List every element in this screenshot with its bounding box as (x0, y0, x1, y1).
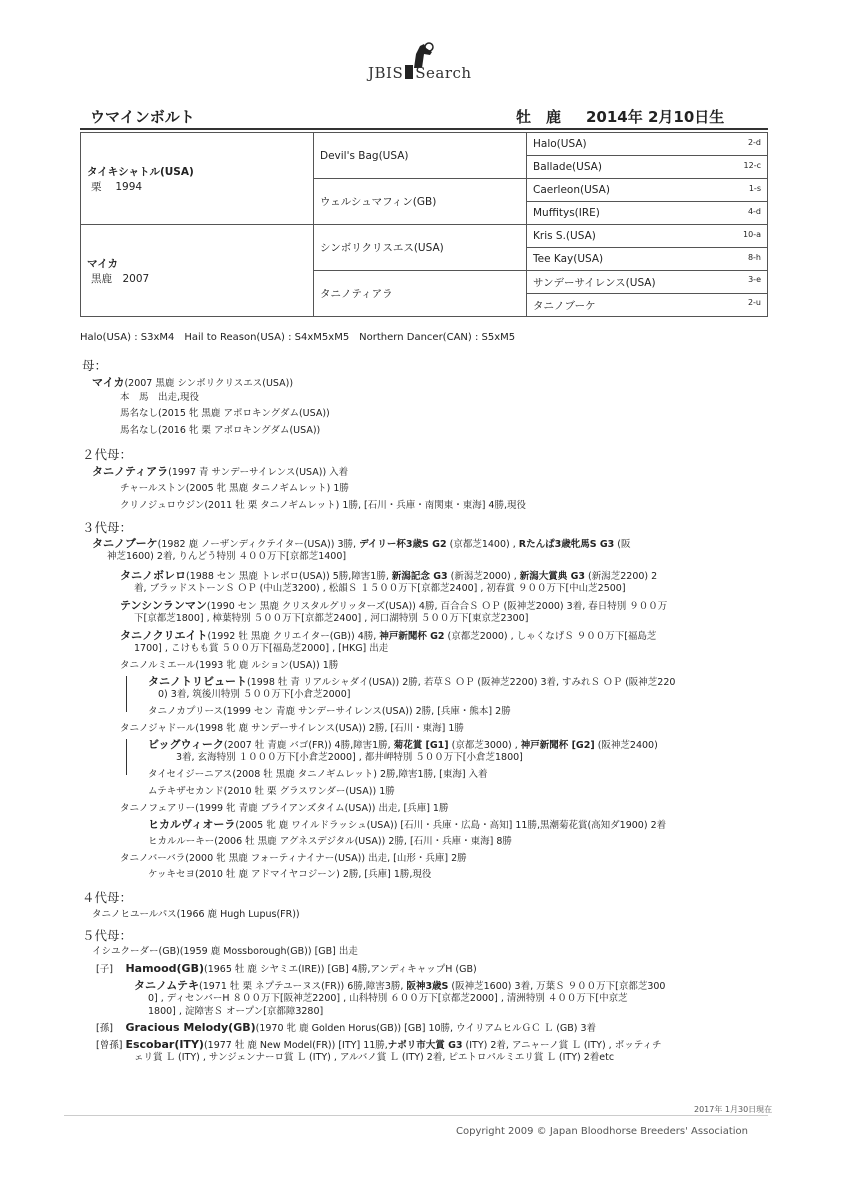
copyright: Copyright 2009 © Japan Bloodhorse Breeders' Association (456, 1126, 748, 1137)
logo-block (405, 65, 413, 79)
jbis-logo (368, 40, 488, 84)
family-line: ケッキセヨ(2010 牡 鹿 アドマイヤコジーン) 2勝, [兵庫] 1勝,現役 (148, 869, 432, 880)
family-line: タニノバーバラ(2000 牝 黒鹿 フォーティナイナー(USA)) 出走, [山形・兵庫] 2勝 (120, 853, 467, 864)
family-line: タニノフェアリー(1999 牝 青鹿 ブライアンズタイム(USA)) 出走, [兵庫] 1勝 (120, 803, 449, 814)
sire-name: タイキシャトル(USA) (87, 165, 194, 178)
sire-cell (81, 133, 314, 225)
section-g2: ２代母： (82, 447, 133, 462)
pedigree-table (80, 132, 768, 317)
dam-info: 黒鹿 2007 (91, 272, 150, 285)
g3-ancestor: Caerleon(USA) 1-s (533, 184, 761, 196)
family-line: 1700] , こけもも賞 ５００万下[福島芝2000] , [HKG] 出走 (134, 643, 389, 654)
family-line: タニノジャドール(1998 牝 鹿 サンデーサイレンス(USA)) 2勝, [石川・東海] 1勝 (120, 723, 464, 734)
family-line: タイセイジーニアス(2008 牡 黒鹿 タニノギムレット) 2勝,障害1勝, [東海] 入着 (148, 769, 488, 780)
section-g5: ５代母： (82, 928, 133, 943)
logo-text: JBIS (368, 64, 404, 82)
horse-name: ウマインボルト (90, 108, 195, 126)
family-line: タニノルミエール(1993 牝 鹿 ルション(USA)) 1勝 (120, 660, 339, 671)
family-line: タニノムテキ(1971 牡 栗 ネプテユーヌス(FR)) 6勝,障害3勝, 阪神3歳S (阪神芝1600) 3着, 万葉Ｓ ９００万下[京都芝300 (134, 979, 666, 992)
family-line: チャールストン(2005 牝 黒鹿 タニノギムレット) 1勝 (120, 483, 349, 494)
family-line: [孫] Gracious Melody(GB)(1970 牝 鹿 Golden Horus(GB)) [GB] 10勝, ウイリアムヒルＧＣ Ｌ (GB) 3着 (96, 1021, 597, 1034)
branch-line (126, 676, 127, 712)
family-line: マイカ(2007 黒鹿 シンボリクリスエス(USA)) (92, 376, 294, 389)
family-line: テンシンランマン(1990 セン 黒鹿 クリスタルグリッターズ(USA)) 4勝, 百合合Ｓ ＯＰ (阪神芝2000) 3着, 春日特別 ９００万 (120, 599, 668, 612)
sex-color: 牡 鹿 (516, 108, 562, 126)
dam-dam-cell: タニノティアラ (314, 271, 527, 317)
family-line: 神芝1600) 2着, りんどう特別 ４００万下[京都芝1400] (107, 551, 347, 562)
dam-cell (81, 225, 314, 317)
family-line: クリノジュロウジン(2011 牡 栗 タニノギムレット) 1勝, [石川・兵庫・南関東・東海] 4勝,現役 (120, 500, 526, 511)
section-dam: 母： (82, 358, 108, 373)
family-line: タニノティアラ(1997 青 サンデーサイレンス(USA)) 入着 (92, 465, 349, 478)
g3-ancestor: タニノブーケ 2-u (533, 297, 761, 312)
g3-ancestor: Kris S.(USA) 10-a (533, 230, 761, 242)
family-line: 馬名なし(2016 牝 栗 アポロキングダム(USA)) (120, 425, 321, 436)
family-line: ムテキザセカンド(2010 牡 栗 グラスワンダー(USA)) 1勝 (148, 786, 395, 797)
sire-sire-cell: Devil's Bag(USA) (314, 133, 527, 179)
section-g4: ４代母： (82, 890, 133, 905)
sire-dam-cell: ウェルシュマフィン(GB) (314, 179, 527, 225)
g3-ancestor: Muffitys(IRE) 4-d (533, 207, 761, 219)
as-of-date: 2017年 1月30日現在 (694, 1105, 773, 1114)
family-line: ヒカルヴィオーラ(2005 牝 鹿 ワイルドラッシュ(USA)) [石川・兵庫・広島・高知] 11勝,黒潮菊花賞(高知ダ1900) 2着 (148, 818, 667, 831)
header-rule (80, 128, 768, 130)
family-line: ビッグウィーク(2007 牡 青鹿 バゴ(FR)) 4勝,障害1勝, 菊花賞 [G1] (京都芝3000) , 神戸新聞杯 [G2] (阪神芝2400) (148, 738, 658, 751)
sire-info: 栗 1994 (91, 180, 143, 193)
family-line: 1800] , 淀障害Ｓ オープン[京都障3280] (148, 1006, 324, 1017)
family-line: ェリ賞 Ｌ (ITY) , サンジェンナーロ賞 Ｌ (ITY) , アルバノ賞 Ｌ (ITY) 2着, ピエトロパルミエリ賞 Ｌ (ITY) 2着etc (134, 1052, 615, 1063)
inbreeding-info: Halo(USA) : S3xM4 Hail to Reason(USA) : S4xM5xM5 Northern Dancer(CAN) : S5xM5 (80, 332, 516, 343)
family-line: 0] , ディセンバーH ８００万下[阪神芝2200] , 山科特別 ６００万下[京都芝2000] , 清洲特別 ４００万下[中京芝 (148, 993, 628, 1004)
family-line: タニノトリビュート(1998 牡 青 リアルシャダイ(USA)) 2勝, 若草Ｓ ＯＰ (阪神芝2200) 3着, すみれＳ ＯＰ (阪神芝220 (148, 675, 676, 688)
family-line: 馬名なし(2015 牝 黒鹿 アポロキングダム(USA)) (120, 408, 330, 419)
family-line: イシユクーダー(GB)(1959 鹿 Mossborough(GB)) [GB] 出走 (92, 946, 358, 957)
family-line: 本 馬 出走,現役 (120, 392, 200, 403)
family-line: 下[京都芝1800] , 樟葉特別 ５００万下[京都芝2400] , 河口湖特別 ５００万下[東京芝2300] (134, 613, 529, 624)
family-line: タニノカプリース(1999 セン 青鹿 サンデーサイレンス(USA)) 2勝, [兵庫・熊本] 2勝 (148, 706, 511, 717)
family-line: [曾孫] Escobar(ITY)(1977 牡 鹿 New Model(FR)) [ITY] 11勝,ナポリ市大賞 G3 (ITY) 2着, アニャーノ賞 Ｌ (ITY) , ボッティチ (96, 1038, 662, 1051)
birth-date: 2014年 2月10日生 (586, 108, 725, 126)
dam-name: マイカ (87, 257, 118, 270)
g3-ancestor: Halo(USA) 2-d (533, 138, 761, 150)
family-line: タニノボレロ(1988 セン 黒鹿 トレボロ(USA)) 5勝,障害1勝, 新潟記念 G3 (新潟芝2000) , 新潟大賞典 G3 (新潟芝2200) 2 (120, 569, 658, 582)
family-line: ヒカルルーキー(2006 牡 黒鹿 アグネスデジタル(USA)) 2勝, [石川・兵庫・東海] 8勝 (148, 836, 512, 847)
family-line: 着, ブラッドストーンＳ ＯＰ (中山芝3200) , 松韻Ｓ １５００万下[京都芝2400] , 初春賞 ９００万下[中山芝2500] (134, 583, 626, 594)
dam-sire-cell: シンボリクリスエス(USA) (314, 225, 527, 271)
footer-rule (64, 1115, 768, 1116)
g3-ancestor: Ballade(USA) 12-c (533, 161, 761, 173)
branch-line (126, 739, 127, 775)
family-line: タニノヒユールパス(1966 鹿 Hugh Lupus(FR)) (92, 909, 300, 920)
g3-ancestor: サンデーサイレンス(USA) 3-e (533, 274, 761, 289)
family-line: タニノクリエイト(1992 牡 黒鹿 クリエイター(GB)) 4勝, 神戸新聞杯 G2 (京都芝2000) , しゃくなげＳ ９００万下[福島芝 (120, 629, 657, 642)
g3-ancestor: Tee Kay(USA) 8-h (533, 253, 761, 265)
family-line: タニノブーケ(1982 鹿 ノーザンディクテイター(USA)) 3勝, デイリー杯3歳S G2 (京都芝1400) , Rたんぱ3歳牝馬S G3 (阪 (92, 537, 631, 550)
logo-search-text: Search (415, 64, 472, 82)
section-g3: ３代母： (82, 520, 133, 535)
family-line: 0) 3着, 筑後川特別 ５００万下[小倉芝2000] (158, 689, 351, 700)
family-line: 3着, 玄海特別 １０００万下[小倉芝2000] , 都井岬特別 ５００万下[小倉芝1800] (176, 752, 523, 763)
family-line: [子] Hamood(GB)(1965 牡 鹿 シヤミエ(IRE)) [GB] 4勝,アンディキャップH (GB) (96, 962, 477, 975)
